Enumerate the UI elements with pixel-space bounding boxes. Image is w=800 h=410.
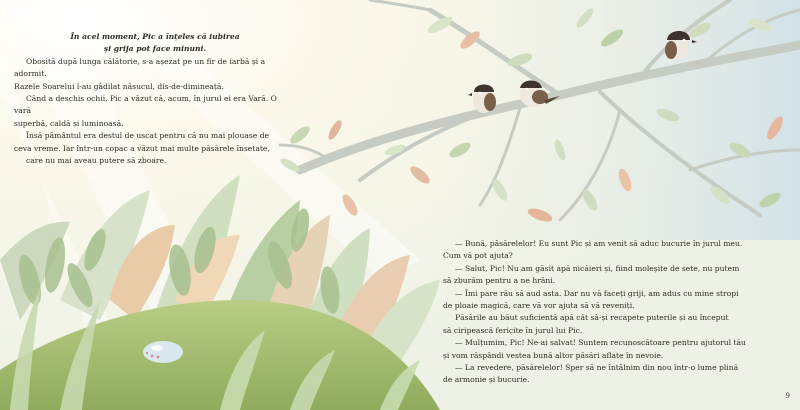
dialogue-line: — Mulțumim, Pic! Ne-ai salvat! Suntem recunoscătoare pentru ajutorul tău bbox=[455, 338, 746, 348]
page-number: 9 bbox=[785, 392, 790, 400]
paragraph-line: Razele Soarelui l-au gâdilat năsucul, dis-de-dimineață. bbox=[14, 81, 224, 91]
heading-line: și grija pot face minuni. bbox=[103, 44, 207, 54]
pic-droplet-character bbox=[143, 341, 183, 363]
dialogue-line: Cum vă pot ajuta? bbox=[443, 251, 513, 261]
dialogue-line: — Salut, Pic! Nu am găsit apă nicăieri și, fiind moleșite de sete, nu putem bbox=[455, 263, 740, 273]
paragraph-line: Însă pământul era destul de uscat pentru că nu mai plouase de bbox=[26, 131, 270, 141]
dialogue-line: de ploaie magică, care vă vor ajuta să vă reveniți. bbox=[443, 301, 635, 311]
dialogue-line: de armonie și bucurie. bbox=[443, 375, 530, 385]
dialogue-line: — Bună, păsărelelor! Eu sunt Pic și am venit să aduc bucurie în jurul meu. bbox=[455, 239, 743, 248]
paragraph-line: Obosită după lunga călătorie, s-a așezat pe un fir de iarbă și a adormit. bbox=[14, 56, 266, 79]
heading-line: În acel moment, Pic a înțeles că iubirea bbox=[70, 32, 240, 41]
story-text-dialogue bbox=[443, 238, 788, 387]
narration-line: să ciripească fericite în jurul lui Pic. bbox=[443, 325, 583, 335]
paragraph-line: superbă, caldă și luminoasă. bbox=[14, 118, 124, 128]
dialogue-line: să zburăm pentru a ne hrăni. bbox=[443, 276, 556, 286]
narration-line: Păsările au băut suficientă apă cât să-și recapete puterile și au început bbox=[455, 313, 729, 323]
dialogue-line: — Îmi pare rău să aud asta. Dar nu vă faceți griji, am adus cu mine stropi bbox=[455, 288, 739, 298]
paragraph-line: ceva vreme. Iar într-un copac a văzut mai multe păsărele însetate, bbox=[14, 143, 270, 153]
story-text-top bbox=[14, 31, 296, 167]
paragraph-line: care nu mai aveau putere să zboare. bbox=[26, 156, 167, 166]
dialogue-line: și vom răspândi vestea bună altor păsări aflate în nevoie. bbox=[443, 350, 664, 360]
paragraph-line: Când a deschis ochii, Pic a văzut că, acum, în jurul ei era Vară. O vară bbox=[14, 94, 277, 116]
dialogue-line: — La revedere, păsărelelor! Sper să ne întâlnim din nou într-o lume plină bbox=[455, 363, 739, 373]
